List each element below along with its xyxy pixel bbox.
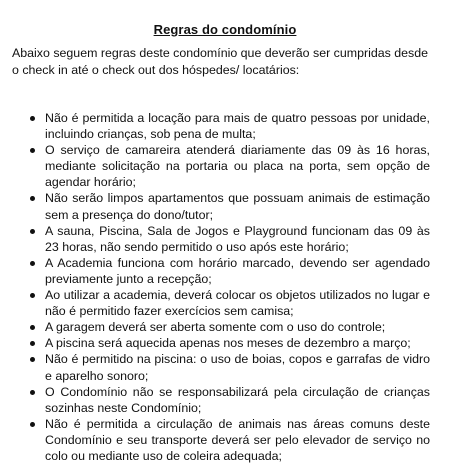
rule-item <box>0 287 450 319</box>
rule-item <box>0 142 450 190</box>
rule-item <box>0 416 450 464</box>
rule-item <box>0 110 450 142</box>
rule-item <box>0 335 450 351</box>
rule-item <box>0 190 450 222</box>
rule-text: Não é permitido na piscina: o uso de boias, copos e garrafas de vidro e aparelho sonoro; <box>45 352 430 383</box>
rules-list <box>0 110 450 464</box>
bullet-icon <box>30 325 35 330</box>
rule-item <box>0 255 450 287</box>
bullet-icon <box>30 116 35 121</box>
bullet-icon <box>30 341 35 346</box>
bullet-icon <box>30 148 35 153</box>
rule-item <box>0 384 450 416</box>
rule-text: A garagem deverá ser aberta somente com o uso do controle; <box>45 320 386 335</box>
rule-text: Não serão limpos apartamentos que possuam animais de estimação sem a presença do dono/tutor; <box>45 191 430 222</box>
rule-text: Não é permitida a circulação de animais nas áreas comuns deste Condomínio e seu transporte deverá ser pelo elevador de serviço no colo ou mediante uso de coleira adequada; <box>45 416 430 463</box>
rule-text: A Academia funciona com horário marcado, devendo ser agendado previamente junto a recepção; <box>45 255 430 286</box>
document-title: Regras do condomínio <box>153 22 297 37</box>
bullet-icon <box>30 390 35 395</box>
bullet-icon <box>30 229 35 234</box>
bullet-icon <box>30 196 35 201</box>
rule-item <box>0 223 450 255</box>
bullet-icon <box>30 261 35 266</box>
intro-paragraph: Abaixo seguem regras deste condomínio que deverão ser cumpridas desde o check in até o check out dos hóspedes/ locatários: <box>12 46 429 77</box>
bullet-icon <box>30 293 35 298</box>
rule-text: Não é permitida a locação para mais de quatro pessoas por unidade, incluindo crianças, sob pena de multa; <box>45 111 430 142</box>
rule-item <box>0 319 450 335</box>
bullet-icon <box>30 357 35 362</box>
bullet-icon <box>30 422 35 427</box>
rule-item <box>0 351 450 383</box>
rule-text: A piscina será aquecida apenas nos meses de dezembro a março; <box>45 336 411 351</box>
rule-text: O Condomínio não se responsabilizará pela circulação de crianças sozinhas neste Condomínio; <box>45 384 430 415</box>
rule-text: O serviço de camareira atenderá diariamente das 09 às 16 horas, mediante solicitação na portaria ou placa na porta, sem opção de agendar horário; <box>45 143 430 190</box>
rule-text: A sauna, Piscina, Sala de Jogos e Playground funcionam das 09 às 23 horas, não sendo permitido o uso após este horário; <box>45 223 430 254</box>
rule-text: Ao utilizar a academia, deverá colocar os objetos utilizados no lugar e não é permitido fazer exercícios sem camisa; <box>45 288 430 319</box>
